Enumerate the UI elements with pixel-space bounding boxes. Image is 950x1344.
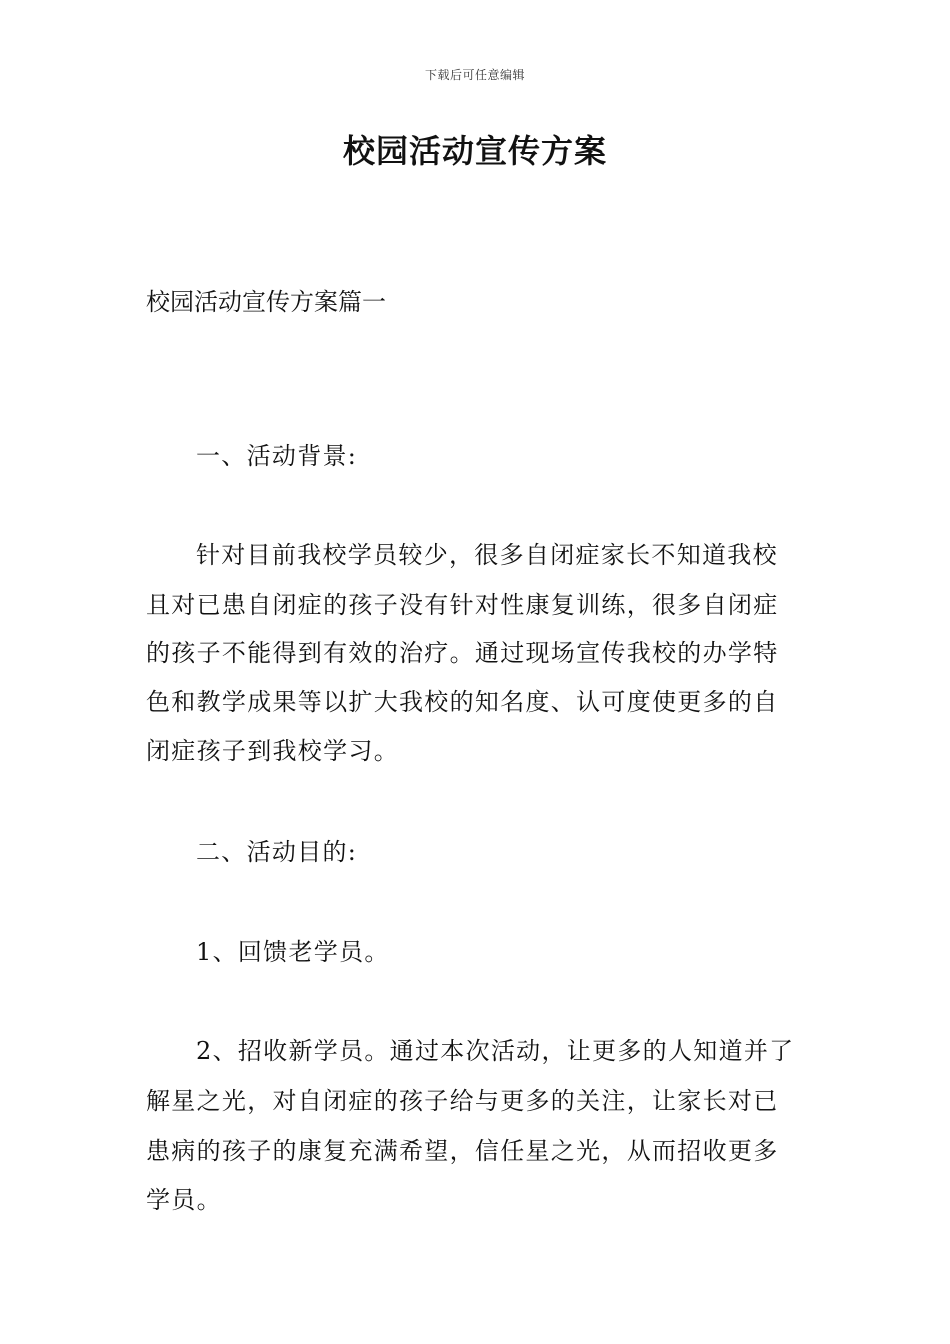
text-line: 学员。	[146, 1186, 222, 1214]
text-line: 解星之光，对自闭症的孩子给与更多的关注，让家长对已	[146, 1087, 779, 1115]
text-line: 闭症孩子到我校学习。	[146, 737, 399, 765]
text-line: 针对目前我校学员较少，很多自闭症家长不知道我校	[196, 541, 778, 569]
text-line: 患病的孩子的康复充满希望，信任星之光，从而招收更多	[146, 1137, 779, 1165]
text-line: 色和教学成果等以扩大我校的知名度、认可度使更多的自	[146, 688, 779, 716]
text-line: 2、招收新学员。通过本次活动，让更多的人知道并了	[196, 1037, 795, 1065]
section-heading: 校园活动宣传方案篇一	[146, 288, 386, 316]
header-note: 下载后可任意编辑	[424, 68, 525, 82]
paragraph-purpose-heading: 二、活动目的:	[196, 838, 358, 866]
document-title: 校园活动宣传方案	[342, 132, 607, 170]
paragraph-purpose-item-1: 1、回馈老学员。	[196, 938, 390, 966]
text-line: 的孩子不能得到有效的治疗。通过现场宣传我校的办学特	[146, 639, 779, 667]
paragraph-background-heading: 一、活动背景:	[196, 442, 358, 470]
text-line: 且对已患自闭症的孩子没有针对性康复训练，很多自闭症	[146, 591, 779, 619]
